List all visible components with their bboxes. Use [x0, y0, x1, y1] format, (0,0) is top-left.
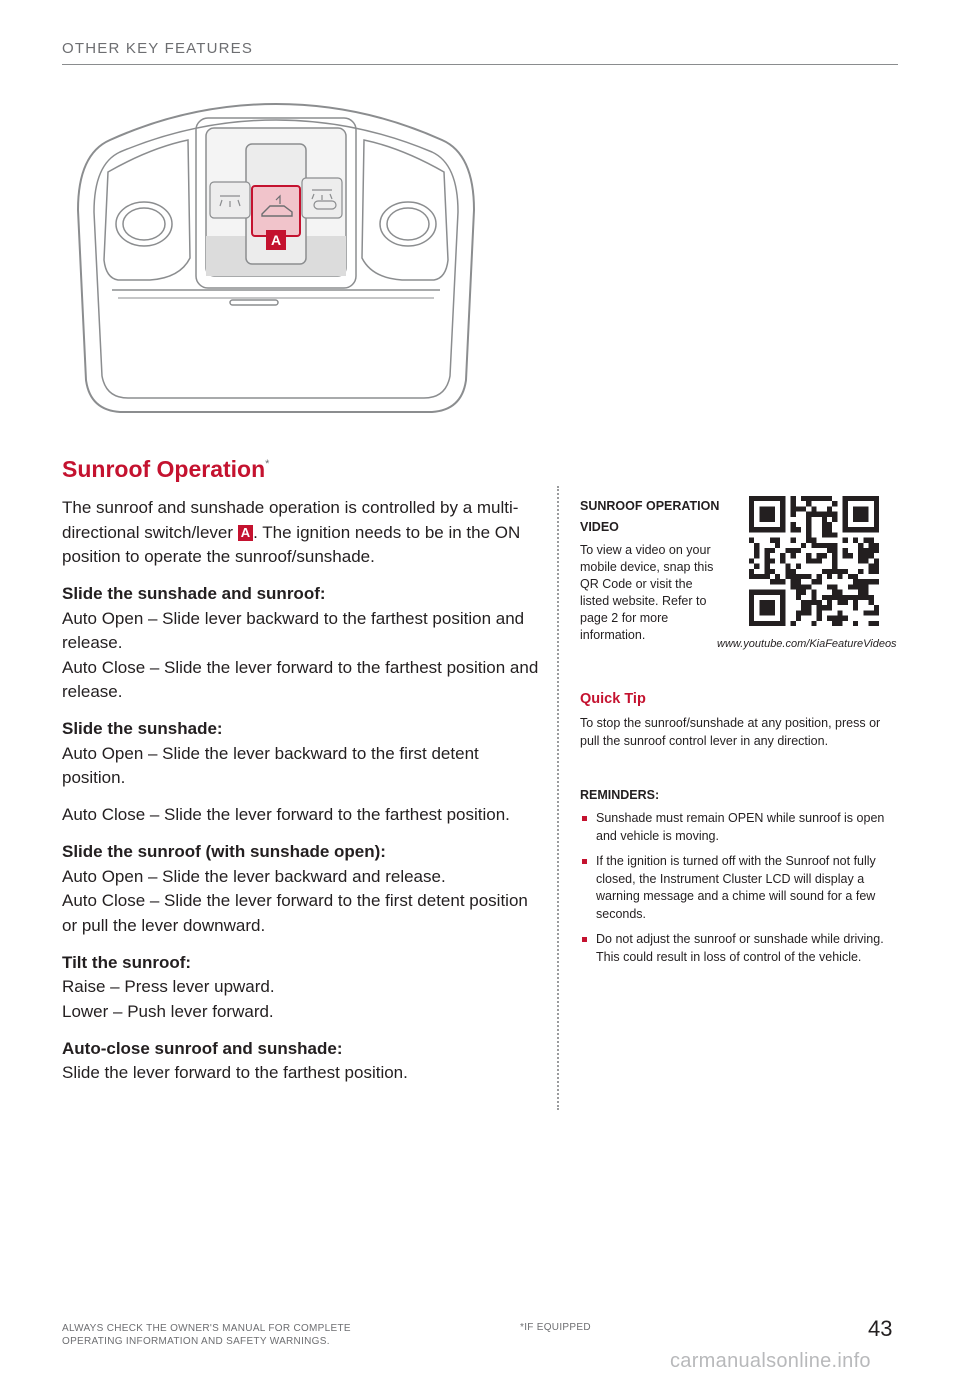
intro-paragraph — [62, 496, 540, 570]
disclaimer-line: ALWAYS CHECK THE OWNER'S MANUAL FOR COMPLETE — [62, 1323, 351, 1334]
column-divider — [557, 486, 559, 1110]
list-item — [580, 810, 896, 845]
bullet-icon — [582, 937, 587, 942]
instruction-line: Auto Open – Slide the lever backward to the first detent position. — [62, 743, 479, 787]
section-label: OTHER KEY FEATURES — [62, 40, 254, 57]
title-mark: * — [265, 458, 270, 470]
instruction-block-2 — [62, 717, 540, 791]
instruction-heading: Tilt the sunroof: — [62, 952, 192, 972]
instruction-heading: Slide the sunroof (with sunshade open): — [62, 842, 386, 861]
header-rule — [62, 64, 898, 65]
side-panel-right — [362, 140, 448, 280]
instruction-heading: Auto-close sunroof and sunshade: — [62, 1038, 343, 1058]
reminders-title: REMINDERS: — [580, 788, 660, 802]
instruction-line: Lower – Push lever forward. — [62, 1001, 274, 1021]
footer-equipped-note: *IF EQUIPPED — [520, 1322, 591, 1333]
bullet-icon — [582, 816, 587, 821]
quick-tip-box — [580, 691, 900, 750]
instruction-block-4 — [62, 840, 540, 938]
instruction-line: Auto Open – Slide the lever backward and release. — [62, 866, 446, 886]
qr-code-icon[interactable] — [749, 496, 879, 626]
instruction-block-5 — [62, 951, 540, 1025]
instruction-line: Slide the lever forward to the farthest position. — [62, 1063, 408, 1082]
sunroof-lever — [252, 186, 300, 236]
instruction-block-3 — [62, 803, 540, 828]
reminder-text: Sunshade must remain OPEN while sunroof is open and vehicle is moving. — [596, 811, 885, 843]
video-info-box — [580, 496, 900, 650]
map-lamp-left — [116, 202, 172, 246]
side-panel-left — [104, 140, 190, 280]
title-text: Sunroof Operation — [62, 456, 266, 482]
callout-a-badge: A — [238, 525, 253, 541]
instruction-block-1 — [62, 582, 540, 705]
instruction-line: Auto Close – Slide the lever forward to the farthest position and release. — [62, 657, 539, 701]
video-url-link[interactable]: www.youtube.com/KiaFeatureVideos — [717, 638, 897, 650]
instruction-line: Raise – Press lever upward. — [62, 977, 275, 996]
lamp-button-left — [210, 182, 250, 218]
reminder-text: Do not adjust the sunroof or sunshade while driving. This could result in loss of control of the vehicle. — [596, 932, 884, 964]
callout-a-label: A — [270, 232, 282, 248]
intro-text-2: . The ignition needs to be in the ON position to operate the sunroof/sunshade. — [62, 522, 521, 566]
list-item — [580, 931, 896, 966]
disclaimer-line: OPERATING INFORMATION AND SAFETY WARNINGS. — [62, 1336, 330, 1347]
instruction-heading: Slide the sunshade: — [62, 719, 223, 738]
instruction-line: Auto Close – Slide the lever forward to the first detent position or pull the lever downward. — [62, 891, 528, 935]
intro-text-1: The sunroof and sunshade operation is controlled by a multi-directional switch/lever — [62, 498, 519, 542]
map-lamp-right — [380, 202, 436, 246]
reminders-list — [580, 810, 896, 966]
video-description: To view a video on your mobile device, snap this QR Code or visit the listed website. Refer to page 2 for more information. — [580, 543, 714, 642]
footer-disclaimer — [62, 1322, 382, 1348]
main-instructions — [62, 496, 540, 1098]
reminder-text: If the ignition is turned off with the Sunroof not fully closed, the Instrument Cluster LCD will display a warning message and a chime will sound for a few seconds. — [596, 854, 876, 921]
lamp-button-right — [302, 178, 342, 218]
bullet-icon — [582, 859, 587, 864]
quick-tip-title: Quick Tip — [580, 691, 646, 707]
page-number: 43 — [868, 1316, 893, 1341]
instruction-line: Auto Close – Slide the lever forward to the farthest position. — [62, 805, 510, 824]
overhead-console-illustration — [70, 100, 482, 420]
callout-a — [266, 230, 286, 250]
reminders-box — [580, 788, 896, 974]
instruction-line: Auto Open – Slide lever backward to the farthest position and release. — [62, 608, 525, 652]
instruction-block-6 — [62, 1037, 540, 1086]
watermark: carmanualsonline.info — [670, 1350, 871, 1372]
list-item — [580, 853, 896, 923]
quick-tip-text: To stop the sunroof/sunshade at any position, press or pull the sunroof control lever in any direction. — [580, 716, 881, 748]
page-title — [62, 456, 269, 483]
instruction-heading: Slide the sunshade and sunroof: — [62, 584, 326, 603]
video-title: SUNROOF OPERATION VIDEO — [580, 499, 720, 534]
